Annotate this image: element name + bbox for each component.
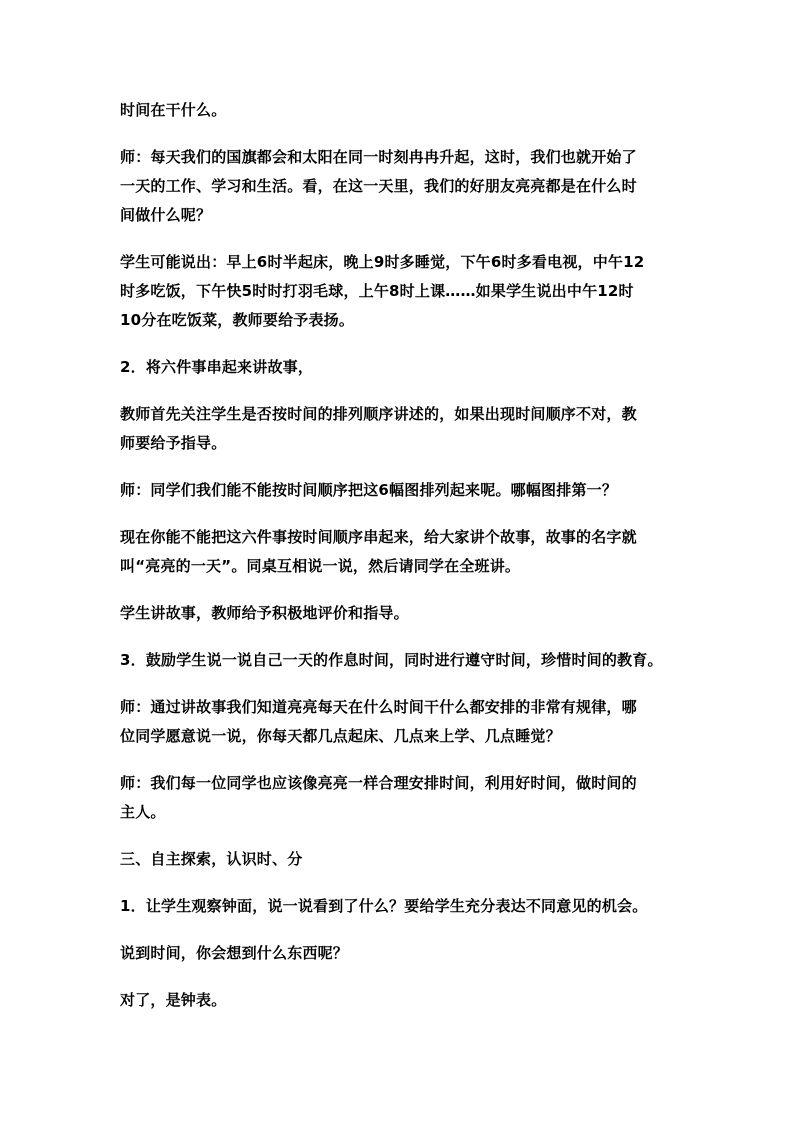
- text-line: 学生讲故事，教师给予积极地评价和指导。: [120, 604, 409, 622]
- text-line: 位同学愿意说一说，你每天都几点起床、几点来上学、几点睡觉？: [120, 727, 561, 745]
- text-line: 主人。: [120, 803, 166, 821]
- text-line: 3．鼓励学生说一说自己一天的作息时间，同时进行遵守时间，珍惜时间的教育。: [120, 651, 663, 669]
- text-line: 间做什么呢？: [120, 206, 212, 224]
- paragraph: [120, 353, 680, 382]
- paragraph: [120, 845, 680, 874]
- text-line: 2．将六件事串起来讲故事，: [120, 358, 314, 376]
- text-line: 叫“亮亮的一天”。同桌互相说一说，然后请同学在全班讲。: [120, 557, 521, 575]
- text-line: 学生可能说出：早上6时半起床，晚上9时多睡觉，下午6时多看电视，中午12: [120, 253, 645, 271]
- paragraph: [120, 892, 680, 921]
- paragraph: [120, 476, 680, 505]
- paragraph: [120, 769, 680, 827]
- text-line: 说到时间，你会想到什么东西呢？: [120, 944, 349, 962]
- paragraph: [120, 939, 680, 968]
- text-line: 1．让学生观察钟面，说一说看到了什么？要给学生充分表达不同意见的机会。: [120, 897, 648, 915]
- text-line: 师：每天我们的国旗都会和太阳在同一时刻冉冉升起，这时，我们也就开始了: [120, 148, 637, 166]
- paragraph: [120, 693, 680, 751]
- text-line: 对了，是钟表。: [120, 991, 227, 1009]
- text-line: 现在你能不能把这六件事按时间顺序串起来，给大家讲个故事，故事的名字就: [120, 528, 637, 546]
- text-line: 师：同学们我们能不能按时间顺序把这6幅图排列起来呢。哪幅图排第一？: [120, 481, 618, 499]
- text-line: 时多吃饭，下午快5时时打羽毛球，上午8时上课……如果学生说出中午12时: [120, 282, 634, 300]
- paragraph: [120, 248, 680, 335]
- paragraph: [120, 986, 680, 1015]
- text-line: 时间在干什么。: [120, 101, 227, 119]
- text-line: 师：我们每一位同学也应该像亮亮一样合理安排时间，利用好时间，做时间的: [120, 774, 637, 792]
- text-line: 10分在吃饭菜，教师要给予表扬。: [120, 311, 355, 329]
- text-line: 师要给予指导。: [120, 434, 227, 452]
- paragraph: [120, 400, 680, 458]
- text-line: 教师首先关注学生是否按时间的排列顺序讲述的，如果出现时间顺序不对，教: [120, 405, 637, 423]
- paragraph: [120, 143, 680, 230]
- text-line: 一天的工作、学习和生活。看，在这一天里，我们的好朋友亮亮都是在什么时: [120, 177, 637, 195]
- document-page: [120, 96, 680, 1033]
- paragraph: [120, 646, 680, 675]
- paragraph: [120, 96, 680, 125]
- paragraph: [120, 523, 680, 581]
- text-line: 师：通过讲故事我们知道亮亮每天在什么时间干什么都安排的非常有规律，哪: [120, 698, 637, 716]
- text-line: 三、自主探索，认识时、分: [120, 850, 303, 868]
- paragraph: [120, 599, 680, 628]
